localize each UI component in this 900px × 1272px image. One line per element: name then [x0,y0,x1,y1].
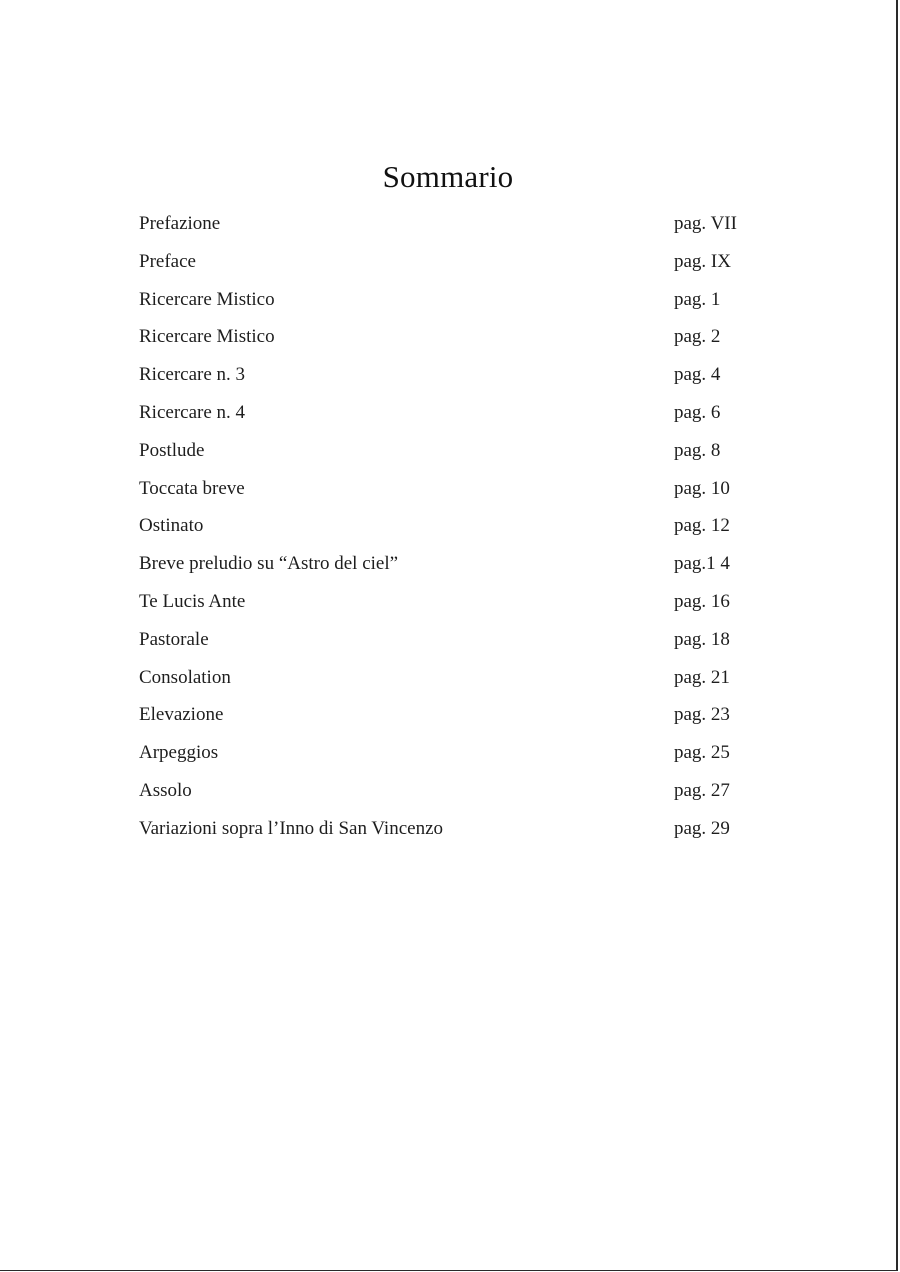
toc-entry-title: Toccata breve [139,477,245,499]
toc-entry [139,361,759,399]
toc-entry [139,248,759,286]
toc-entry-page: pag. 8 [674,439,721,461]
toc-entry-title: Consolation [139,666,231,688]
toc-entry [139,210,759,248]
toc-entry-page: pag. 21 [674,666,730,688]
toc-entry [139,664,759,702]
toc-entry-page: pag. 1 [674,288,721,310]
toc-entry-page: pag. 27 [674,779,730,801]
toc-entry [139,777,759,815]
toc-entry-page: pag. 10 [674,477,730,499]
table-of-contents [139,210,759,853]
toc-entry-title: Preface [139,250,196,272]
toc-entry-page: pag. 2 [674,326,721,348]
toc-entry-page: pag. 12 [674,515,730,537]
toc-entry-title: Ostinato [139,515,204,537]
toc-entry-title: Elevazione [139,704,224,726]
toc-entry [139,437,759,475]
toc-entry [139,626,759,664]
toc-entry [139,475,759,513]
toc-entry-title: Arpeggios [139,742,219,764]
toc-entry [139,323,759,361]
toc-entry-page: pag. 23 [674,704,730,726]
toc-entry-page: pag. VII [674,213,737,234]
toc-entry [139,550,759,588]
toc-entry [139,739,759,777]
toc-entry [139,701,759,739]
toc-entry-page: pag. 6 [674,401,721,423]
toc-entry-title: Ricercare n. 3 [139,364,246,386]
toc-entry-title: Breve preludio su “Astro del ciel” [139,553,399,575]
toc-entry-title: Variazioni sopra l’Inno di San Vincenzo [139,817,444,839]
toc-entry [139,399,759,437]
toc-entry-title: Pastorale [139,628,209,650]
toc-entry-title: Prefazione [139,213,221,234]
toc-entry-title: Te Lucis Ante [139,590,246,612]
toc-entry-page: pag. 18 [674,628,730,650]
toc-entry-title: Ricercare Mistico [139,288,275,310]
toc-entry-title: Postlude [139,439,205,461]
toc-entry-title: Ricercare n. 4 [139,401,246,423]
toc-entry [139,588,759,626]
toc-entry-page: pag.1 4 [674,553,730,575]
toc-entry [139,286,759,324]
toc-entry-page: pag. 16 [674,590,730,612]
toc-entry [139,512,759,550]
toc-entry [139,815,759,853]
page-title: Sommario [382,159,514,194]
toc-entry-page: pag. 29 [674,817,730,839]
toc-entry-page: pag. 4 [674,364,721,386]
toc-entry-title: Assolo [139,779,192,801]
toc-entry-page: pag. IX [674,250,731,272]
toc-entry-page: pag. 25 [674,742,730,764]
toc-entry-title: Ricercare Mistico [139,326,275,348]
